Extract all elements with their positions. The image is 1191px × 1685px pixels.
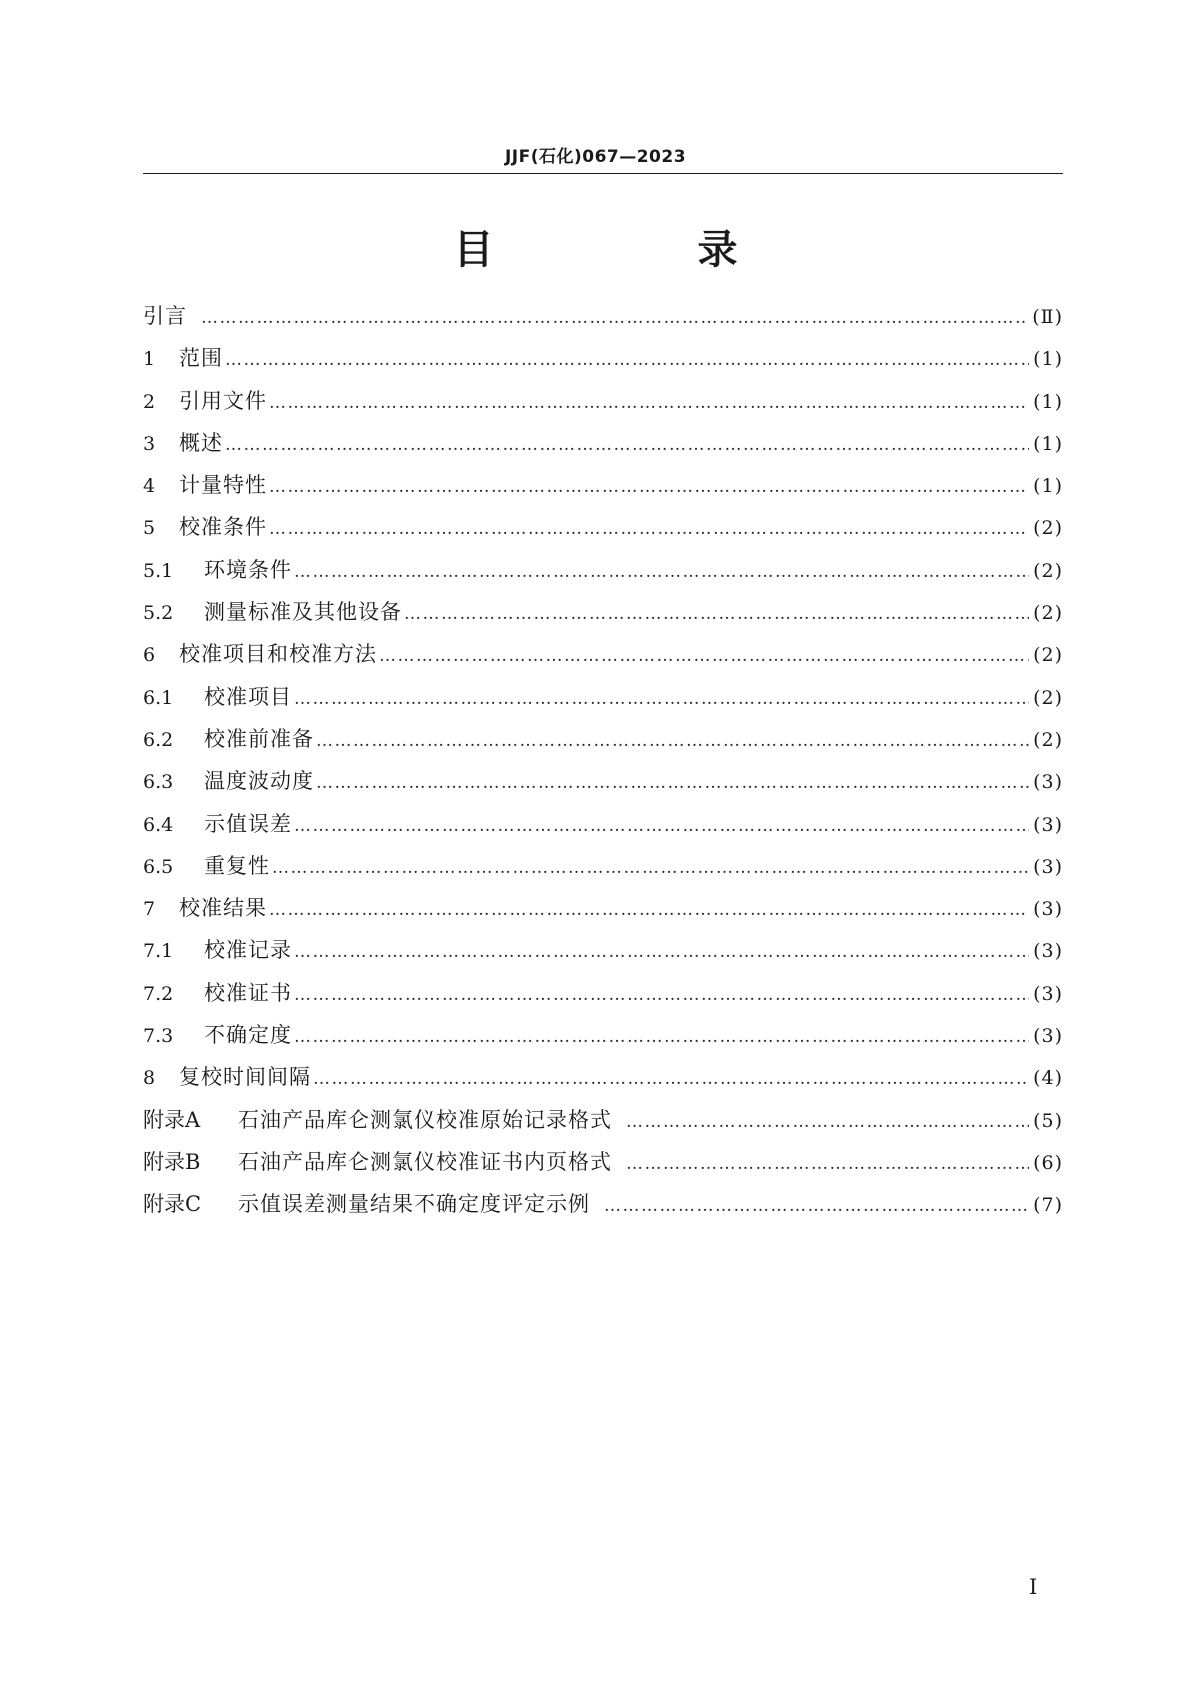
toc-title: 目 录 <box>453 227 833 273</box>
toc-entry-label: 校准项目 <box>204 684 292 709</box>
toc-entry-label: 引言 <box>143 304 187 328</box>
toc-entry[interactable] <box>143 385 1063 427</box>
toc-entry-label: 计量特性 <box>179 473 267 498</box>
toc-entry[interactable] <box>143 1188 1063 1230</box>
toc-leader-dots <box>269 477 1029 497</box>
toc-entry-label: 石油产品库仑测氯仪校准原始记录格式 <box>238 1107 612 1132</box>
toc-entry[interactable] <box>143 934 1063 976</box>
toc-entry[interactable] <box>143 1104 1063 1146</box>
toc-entry-label: 校准条件 <box>179 515 267 540</box>
toc-leader-dots <box>294 689 1029 709</box>
toc-entry[interactable] <box>143 1019 1063 1061</box>
toc-entry-number: 附录A <box>143 1107 201 1132</box>
toc-entry[interactable] <box>143 723 1063 765</box>
toc-leader-dots <box>604 1196 1029 1216</box>
toc-entry-label: 校准项目和校准方法 <box>179 642 377 667</box>
toc-leader-dots <box>269 900 1029 920</box>
toc-leader-dots <box>294 942 1029 962</box>
standard-code-header: JJF(石化)067—2023 <box>504 147 687 167</box>
toc-entry[interactable] <box>143 1061 1063 1103</box>
toc-entry-label: 温度波动度 <box>204 769 314 794</box>
toc-entry-number: 5.1 <box>143 559 174 582</box>
toc-entry-label: 校准结果 <box>179 896 267 921</box>
toc-entry-label: 概述 <box>179 430 223 455</box>
toc-entry[interactable] <box>143 342 1063 384</box>
toc-entry[interactable] <box>143 638 1063 680</box>
toc-entry-number: 7.3 <box>143 1025 174 1048</box>
toc-entry[interactable] <box>143 511 1063 553</box>
toc-entry[interactable] <box>143 850 1063 892</box>
toc-entry-number: 6.1 <box>143 686 174 709</box>
toc-leader-dots <box>269 393 1029 413</box>
toc-entry-label: 校准前准备 <box>204 726 314 751</box>
toc-entry-label: 环境条件 <box>204 557 292 582</box>
toc-entry-label: 范围 <box>179 346 223 371</box>
toc-entry-label: 不确定度 <box>204 1023 292 1048</box>
toc-leader-dots <box>225 435 1029 455</box>
toc-entry[interactable] <box>143 765 1063 807</box>
toc-entry-page: (2) <box>1033 686 1063 709</box>
toc-entry-label: 校准记录 <box>204 938 292 963</box>
toc-entry-page: (6) <box>1033 1151 1063 1174</box>
table-of-contents <box>143 300 1063 1231</box>
toc-entry-page: (3) <box>1033 982 1063 1005</box>
toc-entry[interactable] <box>143 300 1063 342</box>
toc-entry-page: (1) <box>1033 348 1063 371</box>
toc-entry-number: 5.2 <box>143 602 174 625</box>
toc-entry-page: (3) <box>1033 898 1063 921</box>
toc-entry-page: (4) <box>1033 1067 1063 1090</box>
header-divider <box>143 173 1063 174</box>
toc-entry-number: 7.1 <box>143 940 174 963</box>
toc-entry[interactable] <box>143 1146 1063 1188</box>
toc-entry-page: (2) <box>1033 559 1063 582</box>
toc-leader-dots <box>316 773 1029 793</box>
toc-entry[interactable] <box>143 681 1063 723</box>
toc-entry-label: 石油产品库仑测氯仪校准证书内页格式 <box>238 1149 612 1174</box>
toc-entry-number: 6 <box>143 644 156 667</box>
toc-entry-label: 示值误差测量结果不确定度评定示例 <box>238 1192 590 1217</box>
toc-leader-dots <box>201 308 1028 328</box>
toc-entry-number: 6.5 <box>143 855 174 878</box>
toc-entry-number: 1 <box>143 348 156 371</box>
toc-entry-label: 重复性 <box>204 853 270 878</box>
toc-entry[interactable] <box>143 808 1063 850</box>
toc-entry-page: (2) <box>1033 728 1063 751</box>
toc-entry-number: 5 <box>143 517 156 540</box>
toc-leader-dots <box>294 1027 1029 1047</box>
toc-entry-page: (2) <box>1033 644 1063 667</box>
toc-entry-label: 示值误差 <box>204 811 292 836</box>
toc-leader-dots <box>272 858 1029 878</box>
toc-leader-dots <box>269 519 1029 539</box>
toc-entry-page: (3) <box>1033 855 1063 878</box>
toc-leader-dots <box>225 350 1029 370</box>
toc-entry-number: 2 <box>143 390 156 413</box>
toc-entry[interactable] <box>143 892 1063 934</box>
toc-entry[interactable] <box>143 596 1063 638</box>
toc-entry-number: 3 <box>143 432 156 455</box>
toc-entry-page: (2) <box>1033 602 1063 625</box>
toc-leader-dots <box>294 985 1029 1005</box>
toc-entry-number: 附录B <box>143 1149 201 1174</box>
toc-entry-page: (5) <box>1033 1109 1063 1132</box>
toc-entry-page: (1) <box>1033 432 1063 455</box>
toc-entry-number: 7.2 <box>143 982 174 1005</box>
toc-leader-dots <box>294 816 1029 836</box>
toc-entry-page: (1) <box>1033 390 1063 413</box>
toc-entry-page: (1) <box>1033 475 1063 498</box>
toc-entry-number: 6.4 <box>143 813 174 836</box>
toc-entry-page: (3) <box>1033 1025 1063 1048</box>
toc-entry-number: 附录C <box>143 1192 202 1217</box>
toc-leader-dots <box>313 1069 1029 1089</box>
toc-entry-label: 校准证书 <box>204 980 292 1005</box>
toc-entry[interactable] <box>143 977 1063 1019</box>
toc-entry-number: 6.2 <box>143 728 174 751</box>
toc-entry-label: 引用文件 <box>179 388 267 413</box>
toc-entry-page: (3) <box>1033 771 1063 794</box>
toc-entry[interactable] <box>143 469 1063 511</box>
toc-leader-dots <box>404 604 1029 624</box>
toc-entry-page: (2) <box>1033 517 1063 540</box>
toc-entry-page: (Ⅱ) <box>1032 306 1063 328</box>
toc-entry-page: (7) <box>1033 1194 1063 1217</box>
toc-entry-number: 4 <box>143 475 156 498</box>
toc-leader-dots <box>626 1112 1029 1132</box>
toc-entry-page: (3) <box>1033 940 1063 963</box>
toc-leader-dots <box>626 1154 1029 1174</box>
toc-entry-label: 测量标准及其他设备 <box>204 600 402 625</box>
toc-entry-label: 复校时间间隔 <box>179 1065 311 1090</box>
toc-entry-number: 8 <box>143 1067 156 1090</box>
toc-entry[interactable] <box>143 554 1063 596</box>
toc-entry[interactable] <box>143 427 1063 469</box>
toc-entry-number: 7 <box>143 898 156 921</box>
toc-entry-page: (3) <box>1033 813 1063 836</box>
toc-leader-dots <box>294 562 1029 582</box>
page-number: Ⅰ <box>1029 1575 1038 1599</box>
toc-entry-number: 6.3 <box>143 771 174 794</box>
toc-leader-dots <box>316 731 1029 751</box>
toc-leader-dots <box>379 646 1029 666</box>
